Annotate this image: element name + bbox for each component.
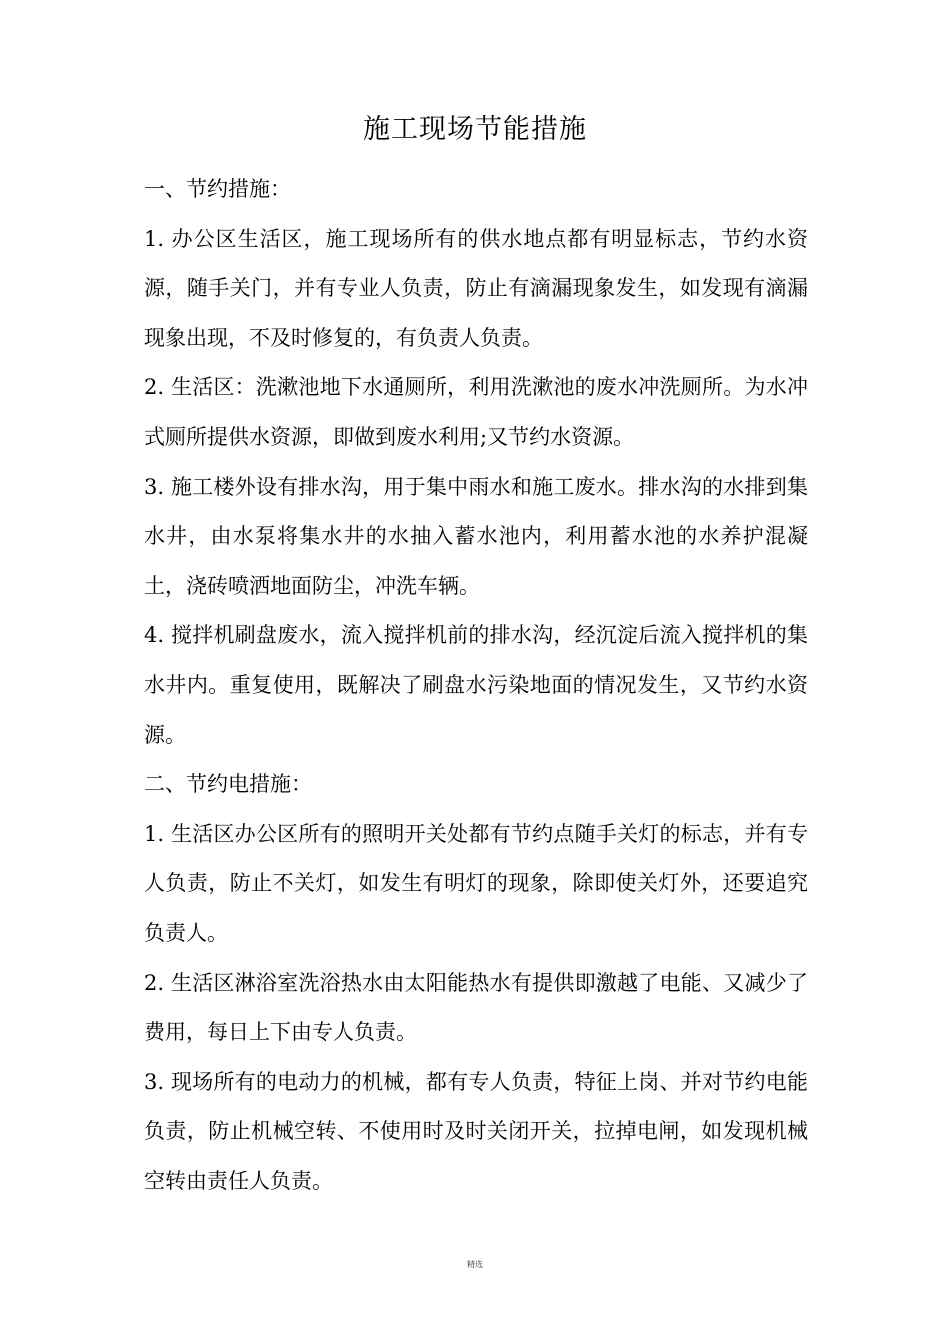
document-body [144, 165, 808, 1206]
document-title: 施工现场节能措施 [363, 114, 587, 145]
paragraph-water-3: 3. 施工楼外设有排水沟，用于集中雨水和施工废水。排水沟的水排到集水井，由水泵将集水井的水抽入蓄水池内，利用蓄水池的水养护混凝土，浇砖喷洒地面防尘，冲洗车辆。 [144, 474, 808, 598]
page-footer: 精选 [467, 1260, 483, 1269]
section-heading-electricity: 二、节约电措施： [144, 772, 312, 797]
section-heading-water: 一、节约措施： [144, 177, 291, 201]
paragraph-electricity-3: 3. 现场所有的电动力的机械，都有专人负责，特征上岗、并对节约电能负责，防止机械空转、不使用时及时关闭开关，拉掉电闸，如发现机械空转由责任人负责。 [144, 1069, 808, 1193]
paragraph-water-2: 2. 生活区：洗漱池地下水通厕所，利用洗漱池的废水冲洗厕所。为水冲式厕所提供水资源，即做到废水利用;又节约水资源。 [144, 375, 808, 449]
paragraph-water-1: 1. 办公区生活区，施工现场所有的供水地点都有明显标志，节约水资源，随手关门，并有专业人负责，防止有滴漏现象发生，如发现有滴漏现象出现，不及时修复的，有负责人负责。 [144, 226, 808, 350]
paragraph-electricity-2: 2. 生活区淋浴室洗浴热水由太阳能热水有提供即激越了电能、又减少了费用，每日上下由专人负责。 [144, 970, 808, 1045]
paragraph-water-4: 4. 搅拌机刷盘废水，流入搅拌机前的排水沟，经沉淀后流入搅拌机的集水井内。重复使用，既解决了刷盘水污染地面的情况发生，又节约水资源。 [144, 623, 808, 747]
paragraph-electricity-1: 1. 生活区办公区所有的照明开关处都有节约点随手关灯的标志，并有专人负责，防止不关灯，如发生有明灯的现象，除即使关灯外，还要追究负责人。 [144, 821, 808, 945]
